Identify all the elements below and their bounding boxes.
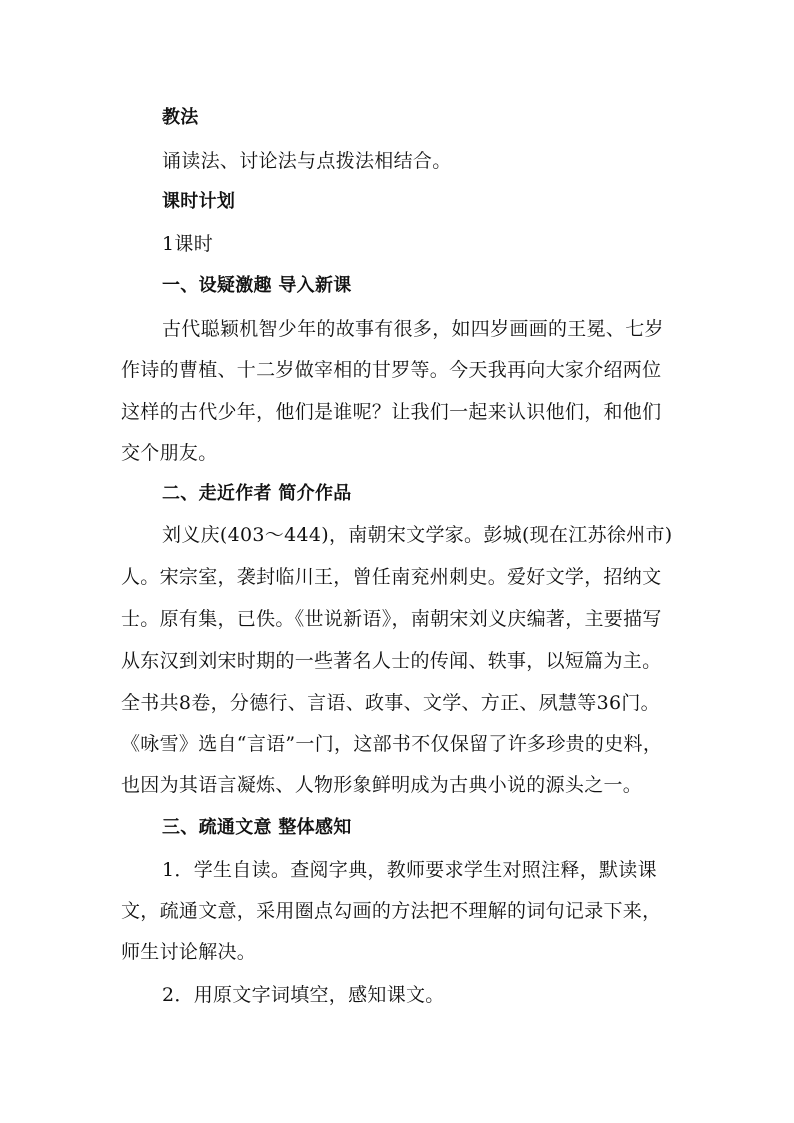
paragraph-line: 2．用原文字词填空，感知课文。	[162, 984, 445, 1006]
paragraph-line: 《咏雪》选自“言语”一门，这部书不仅保留了许多珍贵的史料，	[121, 733, 663, 755]
paragraph-line: 诵读法、讨论法与点拨法相结合。	[162, 150, 452, 172]
paragraph-line: 士。原有集，已佚。《世说新语》，南朝宋刘义庆编著，主要描写	[121, 608, 662, 630]
paragraph-line: 文，疏通文意，采用圈点勾画的方法把不理解的词句记录下来，	[121, 900, 662, 922]
paragraph-line: 1课时	[162, 233, 213, 255]
section-heading-3: 三、疏通文意 整体感知	[162, 817, 352, 838]
paragraph-line: 1．学生自读。查阅字典，教师要求学生对照注释，默读课	[162, 859, 657, 881]
section-heading-2: 二、走近作者 简介作品	[162, 483, 352, 504]
heading-lesson-plan: 课时计划	[162, 191, 236, 212]
paragraph-line: 从东汉到刘宋时期的一些著名人士的传闻、轶事，以短篇为主。	[121, 650, 662, 672]
section-heading-1: 一、设疑激趣 导入新课	[162, 275, 352, 296]
paragraph-line: 这样的古代少年，他们是谁呢？让我们一起来认识他们，和他们	[121, 401, 662, 423]
paragraph-line: 交个朋友。	[121, 442, 218, 464]
heading-teaching-method: 教法	[162, 107, 199, 128]
paragraph-line: 师生讨论解决。	[121, 941, 257, 963]
paragraph-line: 古代聪颖机智少年的故事有很多，如四岁画画的王冕、七岁	[162, 318, 664, 340]
paragraph-line: 作诗的曹植、十二岁做宰相的甘罗等。今天我再向大家介绍两位	[121, 359, 662, 381]
paragraph-line: 刘义庆(403～444)，南朝宋文学家。彭城(现在江苏徐州市)	[162, 524, 673, 546]
paragraph-line: 人。宋宗室，袭封临川王，曾任南兖州刺史。爱好文学，招纳文	[121, 566, 662, 588]
paragraph-line: 也因为其语言凝炼、人物形象鲜明成为古典小说的源头之一。	[121, 774, 643, 796]
paragraph-line: 全书共8卷，分德行、言语、政事、文学、方正、夙慧等36门。	[121, 692, 660, 714]
